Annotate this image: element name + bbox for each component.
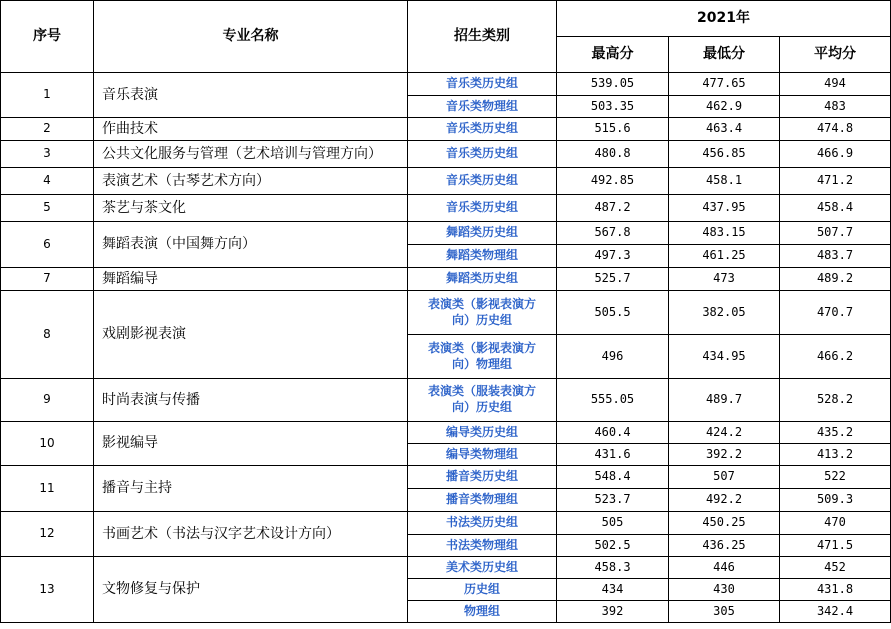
cell-index: 11 xyxy=(1,466,94,512)
cell-min: 392.2 xyxy=(669,444,780,466)
table-row xyxy=(1,422,891,444)
cell-min: 477.65 xyxy=(669,73,780,96)
cell-max: 555.05 xyxy=(557,379,669,422)
cell-avg: 507.7 xyxy=(780,222,891,245)
cell-max: 492.85 xyxy=(557,168,669,195)
cell-min: 489.7 xyxy=(669,379,780,422)
cell-category: 舞蹈类历史组 xyxy=(408,268,557,291)
table-row xyxy=(1,268,891,291)
cell-category: 播音类物理组 xyxy=(408,489,557,512)
cell-max: 502.5 xyxy=(557,535,669,557)
table-row xyxy=(1,118,891,141)
cell-index: 4 xyxy=(1,168,94,195)
table-header xyxy=(1,1,891,73)
cell-index: 5 xyxy=(1,195,94,222)
cell-min: 458.1 xyxy=(669,168,780,195)
cell-category: 物理组 xyxy=(408,601,557,623)
cell-max: 515.6 xyxy=(557,118,669,141)
cell-min: 456.85 xyxy=(669,141,780,168)
header-major: 专业名称 xyxy=(94,1,408,73)
cell-category: 编导类物理组 xyxy=(408,444,557,466)
cell-avg: 509.3 xyxy=(780,489,891,512)
cell-index: 3 xyxy=(1,141,94,168)
cell-avg: 435.2 xyxy=(780,422,891,444)
cell-major: 舞蹈表演（中国舞方向） xyxy=(94,222,408,268)
cell-major: 时尚表演与传播 xyxy=(94,379,408,422)
cell-min: 450.25 xyxy=(669,512,780,535)
cell-major: 书画艺术（书法与汉字艺术设计方向） xyxy=(94,512,408,557)
cell-avg: 466.9 xyxy=(780,141,891,168)
cell-category: 音乐类历史组 xyxy=(408,73,557,96)
cell-avg: 413.2 xyxy=(780,444,891,466)
cell-major: 作曲技术 xyxy=(94,118,408,141)
cell-category: 表演类（影视表演方向）历史组 xyxy=(408,291,557,335)
cell-avg: 494 xyxy=(780,73,891,96)
cell-category: 编导类历史组 xyxy=(408,422,557,444)
cell-min: 446 xyxy=(669,557,780,579)
table-row xyxy=(1,379,891,422)
cell-max: 523.7 xyxy=(557,489,669,512)
cell-category: 美术类历史组 xyxy=(408,557,557,579)
cell-min: 461.25 xyxy=(669,245,780,268)
cell-major: 影视编导 xyxy=(94,422,408,466)
header-min: 最低分 xyxy=(669,37,780,73)
cell-index: 7 xyxy=(1,268,94,291)
cell-max: 539.05 xyxy=(557,73,669,96)
cell-avg: 342.4 xyxy=(780,601,891,623)
cell-index: 10 xyxy=(1,422,94,466)
cell-max: 434 xyxy=(557,579,669,601)
cell-avg: 471.5 xyxy=(780,535,891,557)
header-year: 2021年 xyxy=(557,1,891,37)
table-row xyxy=(1,73,891,96)
table-row xyxy=(1,195,891,222)
cell-min: 463.4 xyxy=(669,118,780,141)
cell-avg: 483 xyxy=(780,96,891,118)
cell-major: 文物修复与保护 xyxy=(94,557,408,623)
cell-category: 音乐类历史组 xyxy=(408,168,557,195)
cell-avg: 470 xyxy=(780,512,891,535)
cell-min: 473 xyxy=(669,268,780,291)
cell-max: 567.8 xyxy=(557,222,669,245)
header-avg: 平均分 xyxy=(780,37,891,73)
cell-major: 音乐表演 xyxy=(94,73,408,118)
cell-index: 2 xyxy=(1,118,94,141)
cell-avg: 470.7 xyxy=(780,291,891,335)
cell-index: 9 xyxy=(1,379,94,422)
cell-max: 460.4 xyxy=(557,422,669,444)
cell-category: 音乐类历史组 xyxy=(408,141,557,168)
table-row xyxy=(1,466,891,489)
table-row xyxy=(1,168,891,195)
table-row xyxy=(1,141,891,168)
cell-max: 431.6 xyxy=(557,444,669,466)
table-row xyxy=(1,557,891,579)
cell-max: 392 xyxy=(557,601,669,623)
cell-major: 戏剧影视表演 xyxy=(94,291,408,379)
cell-category: 舞蹈类历史组 xyxy=(408,222,557,245)
cell-min: 382.05 xyxy=(669,291,780,335)
cell-max: 458.3 xyxy=(557,557,669,579)
cell-max: 496 xyxy=(557,335,669,379)
cell-category: 播音类历史组 xyxy=(408,466,557,489)
cell-avg: 452 xyxy=(780,557,891,579)
cell-index: 6 xyxy=(1,222,94,268)
cell-avg: 489.2 xyxy=(780,268,891,291)
cell-min: 492.2 xyxy=(669,489,780,512)
cell-max: 503.35 xyxy=(557,96,669,118)
cell-min: 434.95 xyxy=(669,335,780,379)
table-row xyxy=(1,291,891,335)
cell-max: 505 xyxy=(557,512,669,535)
cell-max: 480.8 xyxy=(557,141,669,168)
cell-category: 音乐类物理组 xyxy=(408,96,557,118)
cell-major: 舞蹈编导 xyxy=(94,268,408,291)
header-max: 最高分 xyxy=(557,37,669,73)
cell-category: 表演类（影视表演方向）物理组 xyxy=(408,335,557,379)
cell-avg: 522 xyxy=(780,466,891,489)
cell-min: 430 xyxy=(669,579,780,601)
cell-category: 历史组 xyxy=(408,579,557,601)
cell-avg: 471.2 xyxy=(780,168,891,195)
cell-min: 305 xyxy=(669,601,780,623)
cell-avg: 474.8 xyxy=(780,118,891,141)
table-body xyxy=(1,73,891,623)
cell-major: 播音与主持 xyxy=(94,466,408,512)
cell-avg: 483.7 xyxy=(780,245,891,268)
cell-avg: 431.8 xyxy=(780,579,891,601)
cell-avg: 458.4 xyxy=(780,195,891,222)
cell-max: 548.4 xyxy=(557,466,669,489)
cell-min: 483.15 xyxy=(669,222,780,245)
cell-min: 436.25 xyxy=(669,535,780,557)
cell-avg: 466.2 xyxy=(780,335,891,379)
cell-index: 8 xyxy=(1,291,94,379)
cell-index: 13 xyxy=(1,557,94,623)
cell-index: 12 xyxy=(1,512,94,557)
cell-min: 424.2 xyxy=(669,422,780,444)
cell-category: 表演类（服装表演方向）历史组 xyxy=(408,379,557,422)
cell-category: 舞蹈类物理组 xyxy=(408,245,557,268)
cell-major: 茶艺与茶文化 xyxy=(94,195,408,222)
cell-category: 书法类物理组 xyxy=(408,535,557,557)
cell-max: 497.3 xyxy=(557,245,669,268)
cell-major: 表演艺术（古琴艺术方向） xyxy=(94,168,408,195)
cell-min: 507 xyxy=(669,466,780,489)
cell-category: 音乐类历史组 xyxy=(408,195,557,222)
cell-major: 公共文化服务与管理（艺术培训与管理方向） xyxy=(94,141,408,168)
cell-max: 505.5 xyxy=(557,291,669,335)
header-index: 序号 xyxy=(1,1,94,73)
cell-avg: 528.2 xyxy=(780,379,891,422)
table-row xyxy=(1,222,891,245)
cell-category: 书法类历史组 xyxy=(408,512,557,535)
table-row xyxy=(1,512,891,535)
cell-max: 525.7 xyxy=(557,268,669,291)
cell-min: 437.95 xyxy=(669,195,780,222)
cell-category: 音乐类历史组 xyxy=(408,118,557,141)
cell-index: 1 xyxy=(1,73,94,118)
cell-max: 487.2 xyxy=(557,195,669,222)
header-category: 招生类别 xyxy=(408,1,557,73)
cell-min: 462.9 xyxy=(669,96,780,118)
